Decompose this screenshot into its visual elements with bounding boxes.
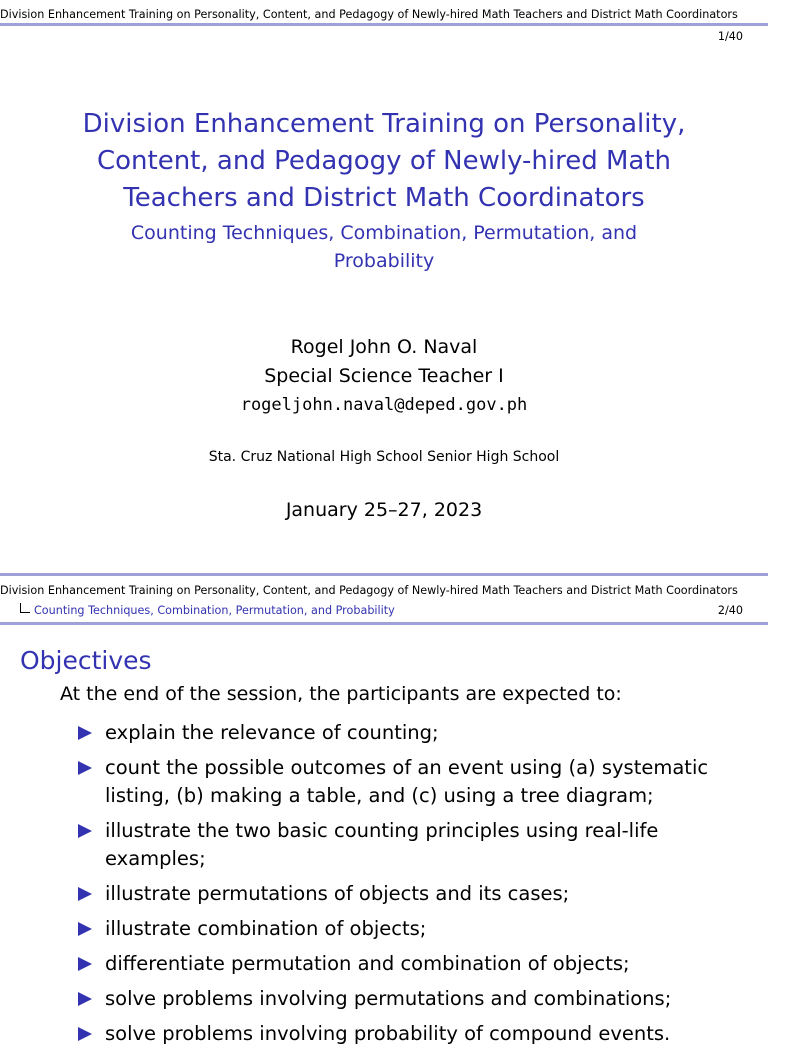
page-number: 1/40 <box>717 30 743 43</box>
objectives-list <box>78 719 758 1055</box>
author-block <box>0 333 768 420</box>
bullet-triangle-icon <box>78 1027 92 1041</box>
header-rule-top <box>0 573 768 576</box>
author-email: rogeljohn.naval@deped.gov.ph <box>240 395 528 415</box>
subtitle: Counting Techniques, Combination, Permutation, and Probability <box>130 222 638 272</box>
list-item: count the possible outcomes of an event using (a) systematic listing, (b) making a table, and (c) using a tree diagram; <box>78 754 758 810</box>
header-title: Division Enhancement Training on Personality, Content, and Pedagogy of Newly-hired Math Teachers and District Math Coordinators <box>0 584 738 597</box>
list-item: explain the relevance of counting; <box>78 719 758 747</box>
author-name: Rogel John O. Naval <box>290 336 478 358</box>
slide-2 <box>0 573 768 1045</box>
list-item: solve problems involving probability of compound events. <box>78 1020 758 1048</box>
breadcrumb-section: Counting Techniques, Combination, Permutation, and Probability <box>34 604 395 617</box>
header-rule-bottom <box>0 622 768 625</box>
list-item: illustrate combination of objects; <box>78 915 758 943</box>
list-item: illustrate the two basic counting principles using real-life examples; <box>78 817 758 873</box>
bullet-triangle-icon <box>78 957 92 971</box>
main-title: Division Enhancement Training on Personality, Content, and Pedagogy of Newly-hired Math Teachers and District Math Coordinators <box>82 109 686 213</box>
bullet-triangle-icon <box>78 824 92 838</box>
page-number: 2/40 <box>717 604 743 617</box>
frame-title: Objectives <box>20 646 152 675</box>
list-item: illustrate permutations of objects and its cases; <box>78 880 758 908</box>
header-title: Division Enhancement Training on Personality, Content, and Pedagogy of Newly-hired Math Teachers and District Math Coordinators <box>0 8 738 21</box>
header-rule <box>0 23 768 26</box>
list-item: solve problems involving permutations and combinations; <box>78 985 758 1013</box>
date: January 25–27, 2023 <box>285 499 483 521</box>
institute: Sta. Cruz National High School Senior High School <box>208 449 560 465</box>
bullet-triangle-icon <box>78 761 92 775</box>
bullet-triangle-icon <box>78 992 92 1006</box>
bullet-triangle-icon <box>78 887 92 901</box>
breadcrumb-branch-icon <box>20 603 30 613</box>
breadcrumb <box>20 603 395 617</box>
intro-text: At the end of the session, the participants are expected to: <box>60 683 622 705</box>
bullet-triangle-icon <box>78 726 92 740</box>
bullet-triangle-icon <box>78 922 92 936</box>
title-block <box>0 106 768 275</box>
list-item: differentiate permutation and combination of objects; <box>78 950 758 978</box>
author-position: Special Science Teacher I <box>264 365 504 387</box>
